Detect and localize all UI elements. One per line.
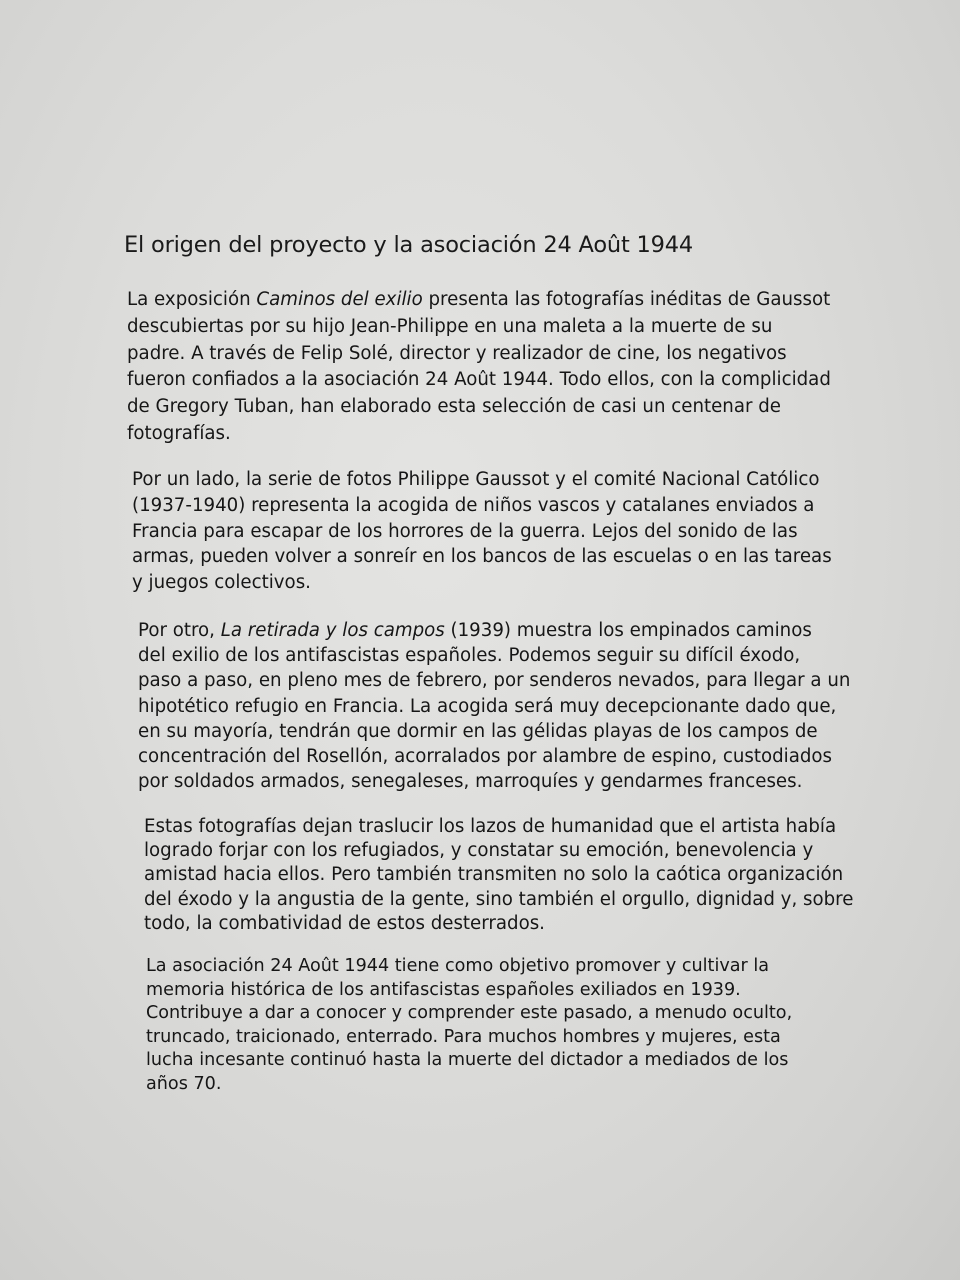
text-segment: Por otro, — [138, 620, 221, 641]
text-line: años 70. — [146, 1073, 222, 1094]
text-line: hipotético refugio en Francia. La acogida será muy decepcionante dado que, — [138, 695, 837, 717]
text-line: de Gregory Tuban, han elaborado esta selección de casi un centenar de — [127, 396, 781, 418]
text-line: concentración del Rosellón, acorralados por alambre de espino, custodiados — [138, 746, 833, 768]
text-line: y juegos colectivos. — [132, 572, 311, 594]
text-segment: presenta las fotografías inéditas de Gaussot — [422, 289, 831, 310]
text-line: truncado, traicionado, enterrado. Para muchos hombres y mujeres, esta — [146, 1026, 781, 1047]
text-line: Contribuye a dar a conocer y comprender este pasado, a menudo oculto, — [146, 1003, 793, 1024]
italic-title-text: Caminos del exilio — [256, 289, 423, 310]
paragraph-retreat-camps — [138, 618, 850, 794]
text-line: amistad hacia ellos. Pero también transmiten no solo la caótica organización — [144, 864, 844, 886]
text-line: paso a paso, en pleno mes de febrero, por senderos nevados, para llegar a un — [138, 670, 851, 692]
text-line: (1937-1940) representa la acogida de niños vascos y catalanes enviados a — [132, 494, 815, 516]
paragraph-humanity — [144, 815, 853, 936]
italic-title-text: La retirada y los campos — [220, 620, 445, 641]
text-line: La asociación 24 Août 1944 tiene como objetivo promover y cultivar la — [146, 956, 770, 976]
text-line: en su mayoría, tendrán que dormir en las gélidas playas de los campos de — [138, 720, 818, 742]
text-line: por soldados armados, senegaleses, marroquíes y gendarmes franceses. — [138, 771, 803, 793]
text-line: armas, pueden volver a sonreír en los bancos de las escuelas o en las tareas — [132, 546, 832, 568]
paragraph-association — [146, 955, 792, 1097]
page-title: El origen del proyecto y la asociación 24 Août 1944 — [124, 232, 694, 258]
paragraph-origin — [127, 287, 831, 448]
text-line: todo, la combatividad de estos desterrados. — [144, 912, 545, 934]
text-line — [138, 618, 850, 643]
text-line: fueron confiados a la asociación 24 Août 1944. Todo ellos, con la complicidad — [127, 369, 831, 391]
paragraph-children-series — [132, 467, 832, 596]
text-segment: La exposición — [127, 289, 257, 310]
text-line: del éxodo y la angustia de la gente, sino también el orgullo, dignidad y, sobre — [144, 888, 854, 910]
text-line: del exilio de los antifascistas españoles. Podemos seguir su difícil éxodo, — [138, 645, 801, 667]
text-line: lucha incesante continuó hasta la muerte del dictador a mediados de los — [146, 1050, 789, 1071]
text-line: Francia para escapar de los horrores de la guerra. Lejos del sonido de las — [132, 520, 798, 542]
text-line — [127, 287, 831, 314]
text-line: Estas fotografías dejan traslucir los lazos de humanidad que el artista había — [144, 816, 837, 837]
text-line: descubiertas por su hijo Jean-Philippe en una maleta a la muerte de su — [127, 315, 773, 337]
text-line: fotografías. — [127, 422, 231, 444]
text-line: Por un lado, la serie de fotos Philippe Gaussot y el comité Nacional Católico — [132, 469, 820, 490]
text-line: padre. A través de Felip Solé, director y realizador de cine, los negativos — [127, 342, 787, 364]
text-line: logrado forjar con los refugiados, y constatar su emoción, benevolencia y — [144, 840, 814, 862]
text-line: memoria histórica de los antifascistas españoles exiliados en 1939. — [146, 979, 741, 1000]
text-segment: (1939) muestra los empinados caminos — [444, 620, 812, 641]
